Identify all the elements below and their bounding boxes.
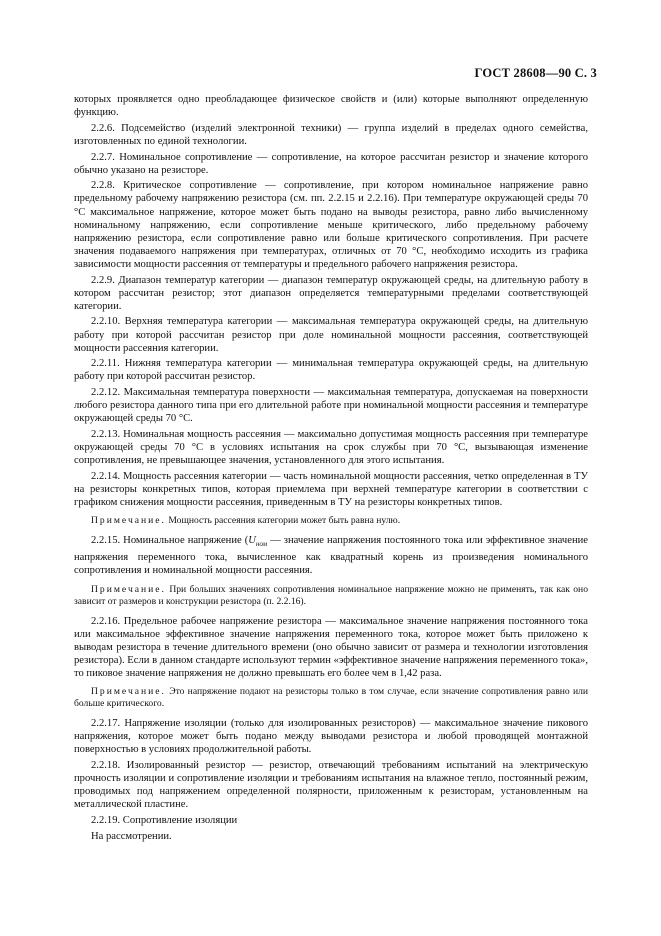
paragraph-2-2-13: 2.2.13. Номинальная мощность рассеяния — максимально допустимая мощность рассеяния при температуре окружающей среды 70 °С в условиях испытания на срок службы при 70 °С, вызывающая изменение сопротивления, не превышающее значения, установленного для этого испытания. <box>74 429 588 467</box>
note-text: Мощность рассеяния категории может быть равна нулю. <box>168 515 401 527</box>
note-label: Примечание. <box>91 515 166 527</box>
paragraph-2-2-8: 2.2.8. Критическое сопротивление — сопротивление, при котором номинальное напряжение равно предельному рабочему напряжению резистора (см. пп. 2.2.15 и 2.2.16). При температуре окружающей среды 70 °С максимальное напряжение, которое может быть подано на выводы резистора, равно либо вычисленному номинальному напряжению, если сопротивление меньше критического, либо предельному рабочему напряжению резистора, если сопротивление равно или больше критического сопротивления. При расчете значения подаваемого напряжения при температурах, отличных от 70 °С, необходимо исходить из графика зависимости мощности рассеяния от температуры и предельного рабочего напряжения резистора. <box>74 180 588 270</box>
paragraph-2-2-17: 2.2.17. Напряжение изоляции (только для изолированных резисторов) — максимальное значение пикового напряжения, которое может быть подано между выводами резистора и любой проводящей монтажной поверхностью в условиях продолжительной работы. <box>74 718 588 756</box>
paragraph-2-2-9: 2.2.9. Диапазон температур категории — диапазон температур окружающей среды, на длительную работу в котором рассчитан резистор; этот диапазон определяется температурными пределами соответствующей категории. <box>74 274 588 312</box>
paragraph-2-2-11: 2.2.11. Нижняя температура категории — минимальная температура окружающей среды, на длительную работу при которой рассчитан резистор. <box>74 358 588 383</box>
paragraph-2-2-15 <box>74 534 588 577</box>
paragraph-2-2-18: 2.2.18. Изолированный резистор — резистор, отвечающий требованиям испытаний на электрическую прочность изоляции и сопротивление изоляции и требованиям испытания на влажное тепло, постоянный режим, проводимых под напряжением определенной полярности, приложенным к резисторам, установленным на металлической пластине. <box>74 759 588 811</box>
paragraph-2-2-16: 2.2.16. Предельное рабочее напряжение резистора — максимальное значение напряжения постоянного тока или максимальное эффективное значение напряжения переменного тока, которое может быть приложено к выводам резистора в течение длительного времени (оно обычно зависит от размера и технологии изготовления резистора). Если в данном стандарте используют термин «эффективное значение напряжения переменного тока», то пиковое значение напряжения не должно превышать его более чем в 1,42 раза. <box>74 615 588 679</box>
paragraph-continuation: которых проявляется одно преобладающее физическое свойств и (или) которые выполняют определенную функцию. <box>74 94 588 119</box>
document-body <box>74 93 588 845</box>
paragraph-2-2-15-post: — значение напряжения постоянного тока или эффективное значение напряжения переменного тока, вычисленное как квадратный корень из произведения номинального сопротивления и номинальной мощности рассеяния. <box>74 535 589 577</box>
paragraph-2-2-12: 2.2.12. Максимальная температура поверхности — максимальная температура, допускаемая на поверхности любого резистора данного типа при его длительной работе при номинальной мощности рассеяния и температуре окружающей среды 70 °С. <box>74 387 588 425</box>
note-text: При больших значениях сопротивления номинальное напряжение можно не применять, так как оно зависит от размеров и конструкции резистора (п. 2.2.16). <box>74 583 588 607</box>
note-2-2-16 <box>74 686 588 710</box>
paragraph-2-2-6: 2.2.6. Подсемейство (изделий электронной техники) — группа изделий в пределах одного семейства, изготовленных по единой технологии. <box>74 122 588 147</box>
paragraph-2-2-15-pre: 2.2.15. Номинальное напряжение ( <box>91 535 249 547</box>
paragraph-2-2-10: 2.2.10. Верхняя температура категории — максимальная температура окружающей среды, на длительную работу при которой рассчитан резистор при доле номинальной мощности рассеяния, соответствующей мощности рассеяния категории. <box>74 316 588 354</box>
symbol-u: U <box>248 535 256 547</box>
note-label: Примечание. <box>91 583 166 595</box>
note-text: Это напряжение подают на резисторы только в том случае, если значение сопротивления равно или больше критического. <box>74 686 589 710</box>
note-label: Примечание. <box>91 686 166 698</box>
paragraph-2-2-14: 2.2.14. Мощность рассеяния категории — часть номинальной мощности рассеяния, четко определенная в ТУ на резисторы конкретных типов, которая приемлема при верхней температуре категории в соответствии с графиком снижения мощности рассеяния, приведенным в ТУ на резисторы конкретных типов. <box>74 470 588 509</box>
paragraph-2-2-19: 2.2.19. Сопротивление изоляции <box>91 814 238 826</box>
paragraph-under-review: На рассмотрении. <box>91 830 172 842</box>
note-2-2-15 <box>74 584 588 608</box>
symbol-u-subscript: ном <box>255 540 268 549</box>
note-2-2-14 <box>74 515 588 527</box>
paragraph-2-2-7: 2.2.7. Номинальное сопротивление — сопротивление, на которое рассчитан резистор и значение которого обычно указано на резисторе. <box>74 151 588 176</box>
page-header: ГОСТ 28608—90 С. 3 <box>474 66 597 80</box>
